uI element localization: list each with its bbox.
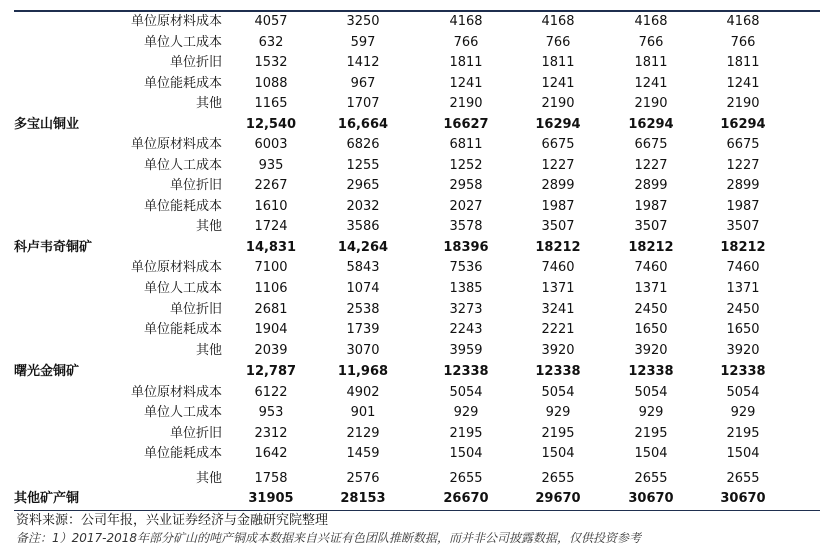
cell: 1811 [541, 55, 575, 70]
cell: 3507 [726, 219, 760, 234]
table-row [14, 94, 820, 114]
table-row [14, 362, 820, 382]
table-row [14, 300, 820, 320]
row-label: 其他 [195, 219, 222, 234]
cell: 2538 [346, 302, 380, 317]
cell: 1241 [449, 76, 483, 91]
cell: 4057 [254, 14, 288, 29]
cell: 1459 [346, 446, 380, 461]
cell: 2450 [726, 302, 760, 317]
cell: 31905 [248, 491, 294, 506]
row-label: 单位能耗成本 [143, 446, 222, 461]
cell: 7100 [254, 260, 288, 275]
cell: 3507 [541, 219, 575, 234]
cell: 12338 [535, 364, 581, 379]
cell: 2195 [449, 426, 483, 441]
cell: 2039 [254, 343, 288, 358]
table-bottom-rule [14, 510, 820, 511]
table-row [14, 489, 820, 509]
cell: 3959 [449, 343, 483, 358]
cell: 7460 [541, 260, 575, 275]
cell: 5054 [634, 385, 668, 400]
row-label: 单位折旧 [169, 302, 222, 317]
cell: 2899 [726, 178, 760, 193]
cell: 2243 [449, 322, 483, 337]
cell: 28153 [340, 491, 386, 506]
cell: 1227 [634, 158, 668, 173]
cell: 1241 [541, 76, 575, 91]
cell: 7460 [726, 260, 760, 275]
table-row [14, 444, 820, 464]
row-label: 单位原材料成本 [130, 385, 222, 400]
cell: 3241 [541, 302, 575, 317]
row-label: 单位原材料成本 [130, 137, 222, 152]
cell: 11,968 [337, 364, 389, 379]
cell: 1811 [726, 55, 760, 70]
cell: 3920 [726, 343, 760, 358]
cell: 929 [453, 405, 479, 420]
cell: 4902 [346, 385, 380, 400]
cell: 3273 [449, 302, 483, 317]
row-label: 科卢韦奇铜矿 [14, 240, 93, 255]
table-row [14, 238, 820, 258]
cell: 929 [638, 405, 664, 420]
cell: 2576 [346, 471, 380, 486]
cell: 1811 [634, 55, 668, 70]
cell: 1241 [634, 76, 668, 91]
cell: 1252 [449, 158, 483, 173]
cell: 2655 [726, 471, 760, 486]
cell: 1610 [254, 199, 288, 214]
cell: 632 [258, 35, 284, 50]
cell: 3507 [634, 219, 668, 234]
cell: 1758 [254, 471, 288, 486]
cell: 1227 [541, 158, 575, 173]
cell: 5054 [541, 385, 575, 400]
cell: 3920 [541, 343, 575, 358]
table-row [14, 424, 820, 444]
table-row [14, 403, 820, 423]
row-label: 单位折旧 [169, 426, 222, 441]
cell: 2027 [449, 199, 483, 214]
cell: 1707 [346, 96, 380, 111]
cell: 14,831 [245, 240, 297, 255]
row-label: 其他 [195, 343, 222, 358]
cell: 2267 [254, 178, 288, 193]
table-row [14, 115, 820, 135]
cell: 1106 [254, 281, 288, 296]
cell: 929 [730, 405, 756, 420]
cell: 4168 [726, 14, 760, 29]
cell: 1811 [449, 55, 483, 70]
row-label: 单位人工成本 [143, 281, 222, 296]
cell: 12338 [443, 364, 489, 379]
cell: 3250 [346, 14, 380, 29]
cell: 4168 [449, 14, 483, 29]
cell: 16294 [628, 117, 674, 132]
row-label: 单位能耗成本 [143, 322, 222, 337]
row-label: 多宝山铜业 [14, 117, 80, 132]
cell: 1371 [726, 281, 760, 296]
cell: 935 [258, 158, 284, 173]
cell: 2032 [346, 199, 380, 214]
cell: 1504 [634, 446, 668, 461]
cell: 1385 [449, 281, 483, 296]
cell: 1227 [726, 158, 760, 173]
cell: 26670 [443, 491, 489, 506]
cell: 6811 [449, 137, 483, 152]
cell: 4168 [634, 14, 668, 29]
cell: 766 [545, 35, 571, 50]
cell: 1074 [346, 281, 380, 296]
cell: 2190 [726, 96, 760, 111]
row-label: 单位折旧 [169, 178, 222, 193]
cell: 1504 [449, 446, 483, 461]
cell: 2190 [541, 96, 575, 111]
cell: 1504 [541, 446, 575, 461]
table-row [14, 156, 820, 176]
table-row [14, 53, 820, 73]
cell: 2655 [541, 471, 575, 486]
cell: 597 [350, 35, 376, 50]
cell: 2655 [449, 471, 483, 486]
cell: 1724 [254, 219, 288, 234]
cell: 18396 [443, 240, 489, 255]
cell: 14,264 [337, 240, 389, 255]
table-row [14, 74, 820, 94]
cell: 2965 [346, 178, 380, 193]
cell: 1504 [726, 446, 760, 461]
footnote: 备注：1）2017-2018年部分矿山的吨产铜成本数据来自兴证有色团队推断数据，而并非公司披露数据，仅供投资参考 [16, 531, 642, 545]
table-row [14, 341, 820, 361]
cell: 12,540 [245, 117, 297, 132]
row-label: 单位原材料成本 [130, 14, 222, 29]
cell: 16,664 [337, 117, 389, 132]
cell: 16627 [443, 117, 489, 132]
table-row [14, 12, 820, 32]
cell: 2195 [726, 426, 760, 441]
cell: 1412 [346, 55, 380, 70]
row-label: 单位原材料成本 [130, 260, 222, 275]
table-row [14, 258, 820, 278]
cell: 4168 [541, 14, 575, 29]
table-row [14, 33, 820, 53]
cell: 18212 [628, 240, 674, 255]
cell: 1650 [634, 322, 668, 337]
row-label: 单位能耗成本 [143, 76, 222, 91]
cell: 1371 [634, 281, 668, 296]
cell: 1987 [726, 199, 760, 214]
cell: 6675 [726, 137, 760, 152]
cell: 5054 [449, 385, 483, 400]
cell: 967 [350, 76, 376, 91]
row-label: 单位人工成本 [143, 35, 222, 50]
row-label: 曙光金铜矿 [14, 364, 80, 379]
cell: 30670 [628, 491, 674, 506]
cell: 5054 [726, 385, 760, 400]
cell: 953 [258, 405, 284, 420]
cell: 2655 [634, 471, 668, 486]
cell: 2195 [541, 426, 575, 441]
cell: 2899 [541, 178, 575, 193]
cell: 1650 [726, 322, 760, 337]
cell: 1904 [254, 322, 288, 337]
cell: 6122 [254, 385, 288, 400]
cell: 16294 [720, 117, 766, 132]
cell: 1739 [346, 322, 380, 337]
cell: 3578 [449, 219, 483, 234]
cell: 1371 [541, 281, 575, 296]
cell: 3070 [346, 343, 380, 358]
cell: 766 [453, 35, 479, 50]
table-row [14, 217, 820, 237]
cell: 7460 [634, 260, 668, 275]
row-label: 单位能耗成本 [143, 199, 222, 214]
row-label: 其他 [195, 96, 222, 111]
cell: 1987 [541, 199, 575, 214]
cell: 6675 [634, 137, 668, 152]
cell: 1165 [254, 96, 288, 111]
row-label: 单位人工成本 [143, 405, 222, 420]
cell: 2129 [346, 426, 380, 441]
cell: 2958 [449, 178, 483, 193]
cell: 766 [638, 35, 664, 50]
row-label: 其他矿产铜 [14, 491, 80, 506]
cell: 1255 [346, 158, 380, 173]
table-row [14, 383, 820, 403]
table-row [14, 469, 820, 489]
cell: 929 [545, 405, 571, 420]
source-note: 资料来源：公司年报，兴业证券经济与金融研究院整理 [16, 513, 329, 528]
cell: 901 [350, 405, 376, 420]
cell: 5843 [346, 260, 380, 275]
cell: 3920 [634, 343, 668, 358]
cell: 2450 [634, 302, 668, 317]
cell: 2681 [254, 302, 288, 317]
cell: 12338 [628, 364, 674, 379]
cell: 1532 [254, 55, 288, 70]
cell: 1642 [254, 446, 288, 461]
cell: 6003 [254, 137, 288, 152]
cell: 18212 [535, 240, 581, 255]
cell: 2221 [541, 322, 575, 337]
cell: 3586 [346, 219, 380, 234]
row-label: 其他 [195, 471, 222, 486]
cell: 2190 [634, 96, 668, 111]
cell: 2899 [634, 178, 668, 193]
cell: 2312 [254, 426, 288, 441]
cell: 2190 [449, 96, 483, 111]
cell: 18212 [720, 240, 766, 255]
cell: 12,787 [245, 364, 297, 379]
cell: 2195 [634, 426, 668, 441]
cell: 12338 [720, 364, 766, 379]
cell: 1241 [726, 76, 760, 91]
table-row [14, 320, 820, 340]
cell: 6826 [346, 137, 380, 152]
cell: 6675 [541, 137, 575, 152]
cell: 1987 [634, 199, 668, 214]
cell: 1088 [254, 76, 288, 91]
row-label: 单位折旧 [169, 55, 222, 70]
table-row [14, 197, 820, 217]
cell: 16294 [535, 117, 581, 132]
table-row [14, 135, 820, 155]
cell: 766 [730, 35, 756, 50]
table-row [14, 176, 820, 196]
cell: 30670 [720, 491, 766, 506]
cell: 7536 [449, 260, 483, 275]
table-row [14, 279, 820, 299]
row-label: 单位人工成本 [143, 158, 222, 173]
cell: 29670 [535, 491, 581, 506]
